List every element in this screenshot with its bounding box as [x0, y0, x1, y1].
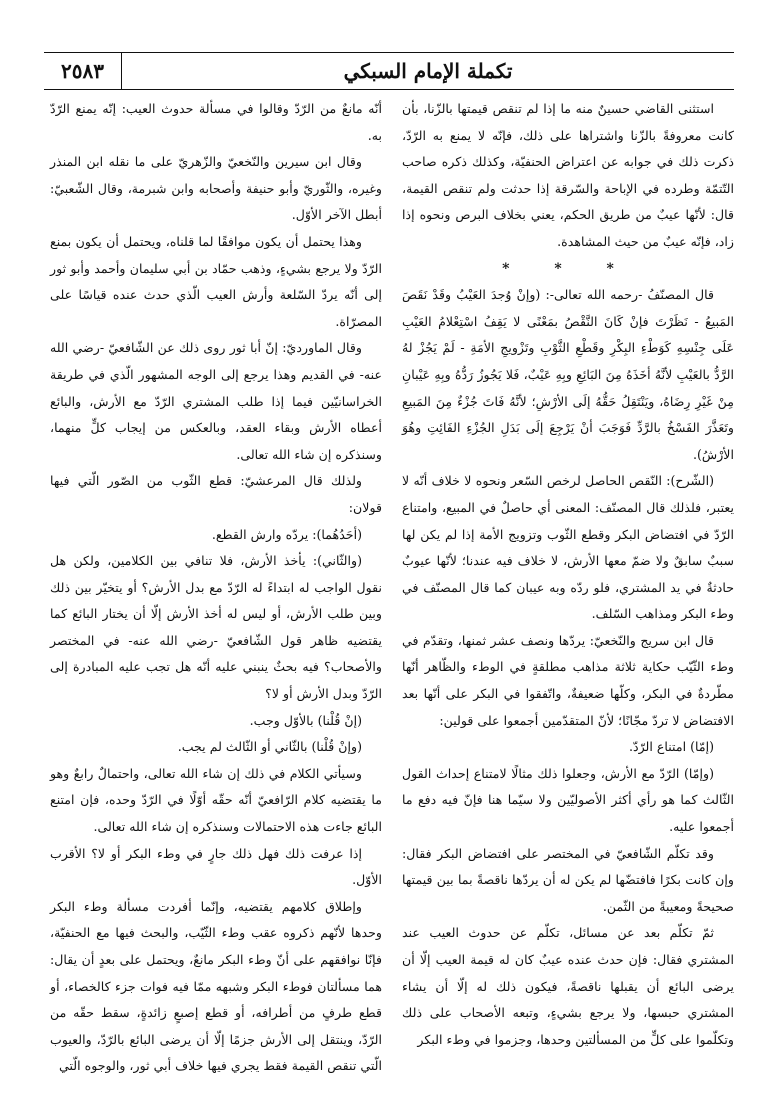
right-column [402, 96, 734, 1053]
book-title: تكملة الإمام السبكي [343, 59, 513, 83]
paragraph: ثمّ تكلّم بعد عن مسائل، تكلّم عن حدوث العيب عند المشتري فقال: فإن حدث عنده عيبٌ كان له قيمة العيب إلّا أن يرضى البائع أن يقبلها ناقصةً، فيكون ذلك له إلّا أن يشاء المشتري حبسها، ولا يرجع بشيءٍ، وتبعه الأصحاب على ذلك وتكلّموا على كلٍّ من المسألتين وحدها، وجزموا في وطء البكر [402, 925, 734, 1047]
page-header [44, 52, 734, 90]
paragraph: (وإمّا) الرّدّ مع الأرش، وجعلوا ذلك مثالًا لامتناع إحداث القول الثّالث كما هو رأي أكثر الأصوليّين ولا سيّما هنا فإنّ فيه دفع ما أجمعوا عليه. [402, 765, 734, 835]
paragraph: (إنْ قُلْنا) بالأوّل وجب. [249, 712, 362, 728]
paragraph: (إمّا) امتناع الرّدّ. [628, 739, 714, 755]
paragraph: أنّه مانعٌ من الرّدّ وقالوا في مسألة حدوث العيب: إنّه يمنع الرّدّ به. [50, 101, 382, 143]
paragraph: وقال الماورديّ: إنّ أبا ثور روى ذلك عن الشّافعيّ -رضي الله عنه- في القديم وهذا يرجع إلى الوجه المشهور الّذي في طريقة الخراسانيّين فيما إذا طلب المشتري الرّدّ مع الأرش، والبائع أعطاه الأرش وبقاء العقد، وبالعكس من إيجاب كلٍّ منهما، وسنذكره إن شاء الله تعالى. [50, 340, 382, 462]
page-number: ٢٥٨٣ [44, 53, 122, 89]
paragraph: قال ابن سريج والنّخعيّ: يردّها ونصف عشر ثمنها، وتقدّم في وطء الثّيّب حكاية ثلاثة مذاهب مطلقةٍ في الوطء والظّاهر أنّها مطّردةٌ في البكر، وكلّها ضعيفةٌ، واتّفقوا في البكر على أنّها بعد الافتضاض لا تردّ مجّانًا؛ لأنّ المتقدّمين أجمعوا على قولين: [402, 632, 734, 728]
paragraph: وهذا يحتمل أن يكون موافقًا لما قلناه، ويحتمل أن يكون بمنع الرّدّ ولا يرجع بشيءٍ، وذهب حمّاد بن أبي سليمان وأحمد وأبو ثور إلى أنّه يردّ السّلعة وأرش العيب الّذي حدث عنده قياسًا على المصرّاة. [50, 233, 382, 329]
paragraph: وإطلاق كلامهم يقتضيه، وإنّما أفردت مسألة وطء البكر وحدها لأنّهم ذكروه عقب وطء الثّيّب، والبحث فيها مع الحنفيّة، فإنّا نوافقهم على أنّ وطء البكر مانعٌ، ويحتمل على بعدٍ أن يقال: هما مسألتان فوطء البكر وشبهه ممّا فيه فوات جزء كالخصاء، أو قطع طرفٍ من أطرافه، أو قطع إصبعٍ زائدةٍ، سقط حقّه من الرّدّ، وينتقل إلى الأرش جزمًا إلّا أن يرضى البائع بالرّدّ، والعيوب الّتي تنقص القيمة فقط يجري فيها خلاف أبي ثور، والوجوه الّتي [50, 898, 382, 1074]
paragraph: وقد تكلّم الشّافعيّ في المختصر على افتضاض البكر فقال: وإن كانت بكرًا فافتضّها لم يكن له أن يردّها ناقصةً بما بين قيمتها صحيحةً ومعيبةً من الثّمن. [402, 845, 734, 914]
paragraph: قال المصنّفُ -رحمه الله تعالى-: (وإنْ وُجدَ العَيْبُ وقَدْ نَقَصَ المَبيعُ - نَظَرْتَ فإنْ كَانَ النَّقْصُ بمَعْنًى لا يَقِفُ اسْتِعْلامُ العَيْبِ عَلَى جِنْسِهِ كَوَطْءِ البِكْرِ وقَطْعِ الثَّوْبِ وتَزْويجِ الأمَةِ - لَمْ يَجُزْ لهُ الرَّدُّ بالعَيْبِ لأنَّهُ أخَذَهُ مِنَ البَائِعِ وبِهِ عَيْبٌ، فَلا يَجُوزُ رَدُّهُ وبِهِ عَيْبانِ مِنْ غَيْرِ رِضَاهُ، ويَنْتَقِلُ حَقُّهُ إلَى الأرْشِ؛ لأنَّهُ فَاتَ جُزْءٌ مِنَ المَبيعِ وتَعَذَّرَ الفَسْخُ بالرَّدِّ فَوَجَبَ أنْ يَرْجِعَ إلَى بَدَلِ الجُزْءِ الفَائِتِ وهُوَ الأرْشُ). [402, 287, 734, 462]
left-column [50, 96, 382, 1080]
paragraph: استثنى القاضي حسينٌ منه ما إذا لم تنقص قيمتها بالزّنا، بأن كانت معروفةً بالزّنا واشتراها على ذلك، فإنّه لا يمنع به الرّدّ، ذكرت ذلك في جوابه عن اعتراض الحنفيّة، وكذلك ذكره صاحب التّتمّة وطرده في الإباحة والسّرقة إذا حدثت ولم تنقص القيمة، قال: لأنّها عيبٌ من طريق الحكم، يعني بخلاف البرص ونحوه إذا زاد، فإنّه عيبٌ من حيث المشاهدة. [402, 101, 734, 249]
paragraph: (الشّرح): النّقص الحاصل لرخص السّعر ونحوه لا خلاف أنّه لا يعتبر، فلذلك قال المصنّف: المعنى أي حاصلٌ في المبيع، وامتناع الرّدّ في افتضاض البكر وقطع الثّوب وتزويج الأمة إذا لم يكن لها سببٌ سابقٌ ولا ضمّ معها الأرش، لا خلاف فيه عندنا؛ لأنّها عيوبٌ حادثةٌ في يد المشتري، فلو ردّه وبه عيبان كما قال المصنّف في وطء البكر ومذاهب السّلف. [402, 473, 734, 622]
page-frame [44, 40, 734, 1082]
paragraph: إذا عرفت ذلك فهل ذلك جارٍ في وطء البكر أو لا؟ الأقرب الأوّل. [50, 845, 382, 888]
paragraph: وقال ابن سيرين والنّخعيّ والزّهريّ على ما نقله ابن المنذر وغيره، والثّوريّ وأبو حنيفة وأصحابه وابن شبرمة، وقال الشّعبيّ: أبطل الآخر الأوّل. [50, 154, 382, 223]
paragraph: (أحَدُهُما): يردّه وارش القطع. [211, 526, 362, 542]
paragraph: (وإنْ قُلْنا) بالثّاني أو الثّالث لم يجب. [177, 739, 362, 755]
section-divider: * * * [502, 260, 634, 277]
paragraph: وسيأتي الكلام في ذلك إن شاء الله تعالى، واحتمالٌ رابعٌ وهو ما يقتضيه كلام الرّافعيّ أنّه حقّه أوّلًا في الرّدّ وحده، فإن امتنع البائع جاءت هذه الاحتمالات وسنذكره إن شاء الله تعالى. [50, 765, 382, 835]
paragraph: (والثّاني): يأخذ الأرش، فلا تنافي بين الكلامين، ولكن هل نقول الواجب له ابتداءً له الرّدّ مع بدل الأرش؟ أو يتخيّر بين ذلك وبين طلب الأرش، أو ليس له أخذ الأرش إلّا أن يختار البائع كما يقتضيه ظاهر قول الشّافعيّ -رضي الله عنه- في المختصر والأصحاب؟ فيه بحثٌ ينبني عليه أنّه هل تجب عليه المبادرة إلى الرّدّ وبدل الأرش أو لا؟ [50, 553, 382, 702]
paragraph: ولذلك قال المرعشيّ: قطع الثّوب من الصّور الّتي فيها قولان: [50, 473, 382, 515]
